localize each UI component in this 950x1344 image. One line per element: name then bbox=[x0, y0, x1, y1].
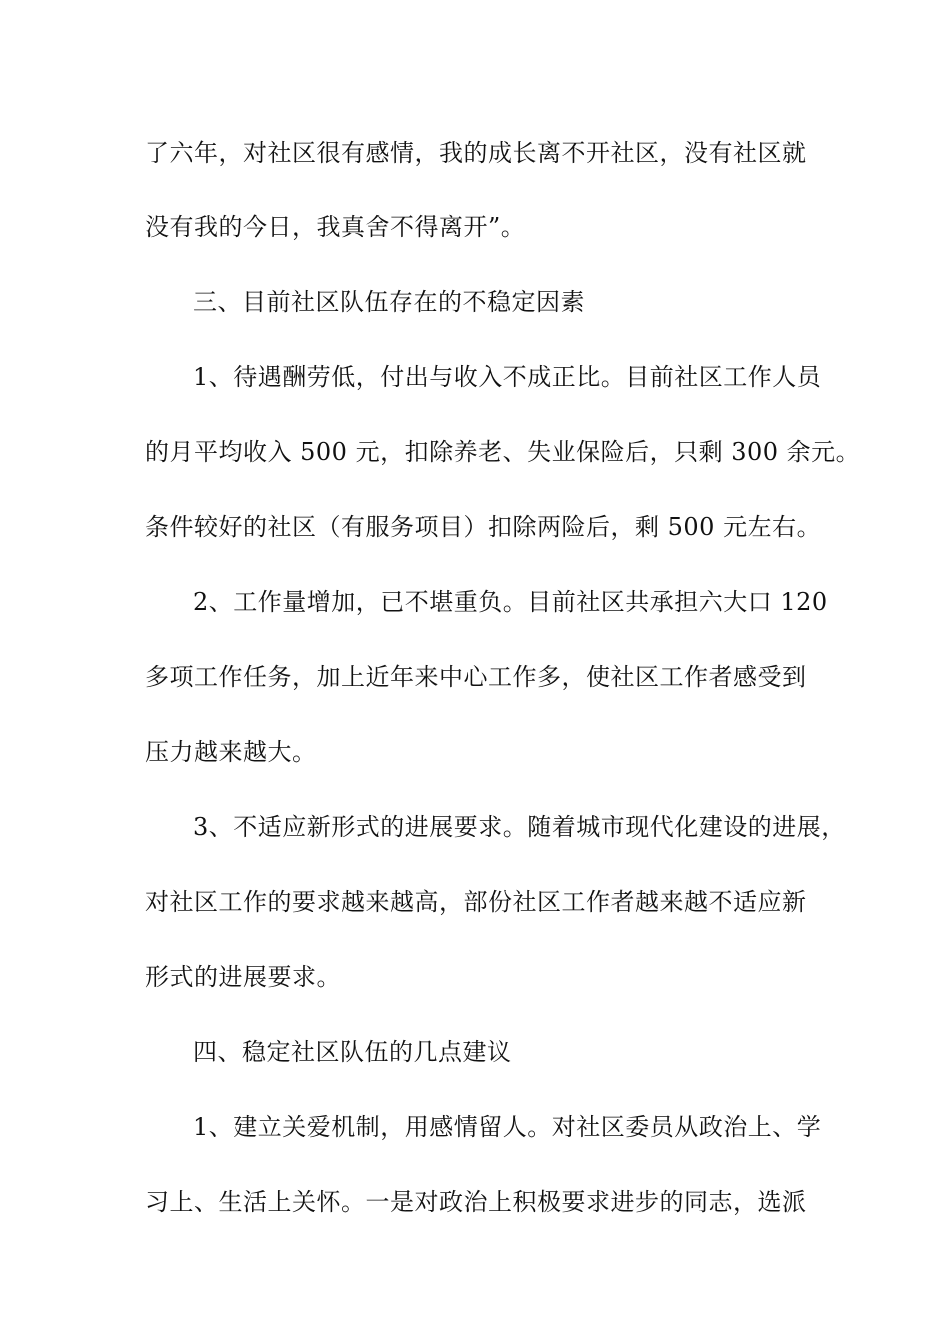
paragraph-start: 1、待遇酬劳低，付出与收入不成正比。目前社区工作人员 bbox=[193, 363, 822, 391]
text-line: 形式的进展要求。 bbox=[145, 963, 341, 991]
text-line: 习上、生活上关怀。一是对政治上积极要求进步的同志，选派 bbox=[145, 1188, 807, 1216]
text-line: 对社区工作的要求越来越高，部份社区工作者越来越不适应新 bbox=[145, 888, 807, 916]
section-heading: 三、目前社区队伍存在的不稳定因素 bbox=[193, 288, 585, 316]
text-line: 多项工作任务，加上近年来中心工作多，使社区工作者感受到 bbox=[145, 663, 807, 691]
text-line: 了六年，对社区很有感情，我的成长离不开社区，没有社区就 bbox=[145, 139, 807, 167]
text-line: 没有我的今日，我真舍不得离开”。 bbox=[145, 213, 526, 241]
paragraph-start: 2、工作量增加，已不堪重负。目前社区共承担六大口 120 bbox=[193, 588, 828, 616]
text-line: 压力越来越大。 bbox=[145, 738, 317, 766]
text-line: 条件较好的社区（有服务项目）扣除两险后，剩 500 元左右。 bbox=[145, 513, 822, 541]
paragraph-start: 1、建立关爱机制，用感情留人。对社区委员从政治上、学 bbox=[193, 1113, 822, 1141]
paragraph-start: 3、不适应新形式的进展要求。随着城市现代化建设的进展， bbox=[193, 813, 846, 841]
section-heading: 四、稳定社区队伍的几点建议 bbox=[193, 1038, 512, 1066]
text-line: 的月平均收入 500 元，扣除养老、失业保险后，只剩 300 余元。 bbox=[145, 438, 861, 466]
